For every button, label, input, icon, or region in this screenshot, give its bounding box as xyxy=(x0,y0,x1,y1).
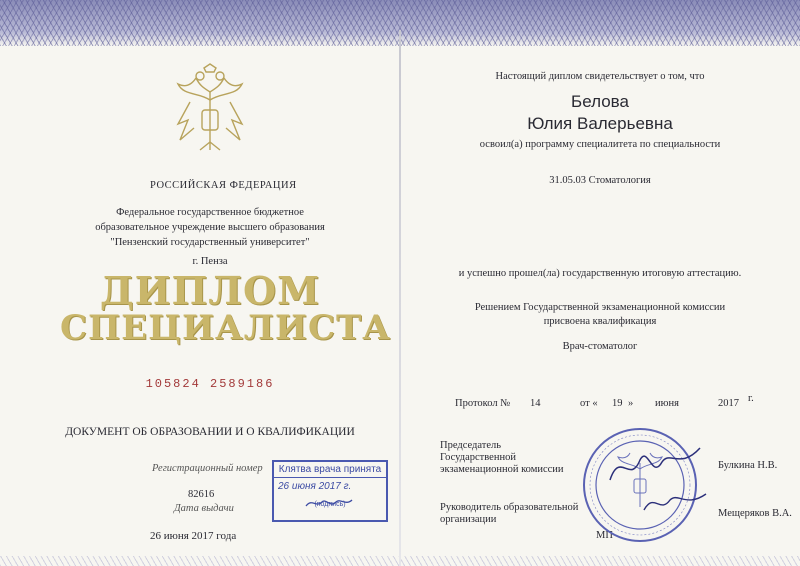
chair-title-line-1: Председатель xyxy=(440,440,502,451)
certification-intro: Настоящий диплом свидетельствует о том, что xyxy=(495,71,705,82)
issue-date-label: Дата выдачи xyxy=(174,503,234,514)
double-headed-eagle-emblem-icon xyxy=(170,62,250,162)
institution-line-2: образовательное учреждение высшего образования xyxy=(95,222,325,233)
head-title-line-1: Руководитель образовательной xyxy=(440,502,579,513)
chair-title-line-3: экзаменационной комиссии xyxy=(440,464,564,475)
protocol-from-label: от « xyxy=(580,398,598,409)
page-fold xyxy=(399,30,401,566)
graduate-surname: Белова xyxy=(571,92,629,111)
qualification-assigned: присвоена квалификация xyxy=(543,316,657,327)
protocol-number: 14 xyxy=(530,398,541,409)
oath-stamp-header: Клятва врача принята xyxy=(274,462,386,478)
chair-signature-icon xyxy=(600,440,710,490)
chair-title-line-2: Государственной xyxy=(440,452,516,463)
protocol-year: 2017 xyxy=(718,398,739,409)
specialty: 31.05.03 Стоматология xyxy=(549,175,651,186)
commission-decision: Решением Государственной экзаменационной комиссии xyxy=(474,302,726,313)
chair-name: Булкина Н.В. xyxy=(718,460,778,471)
document-type: ДОКУМЕНТ ОБ ОБРАЗОВАНИИ И О КВАЛИФИКАЦИИ xyxy=(65,426,355,438)
protocol-day: 19 xyxy=(612,398,623,409)
program-mastered: освоил(а) программу специалитета по специальности xyxy=(479,139,721,150)
registration-number-label: Регистрационный номер xyxy=(152,463,263,474)
protocol-quote-close: » xyxy=(628,398,634,409)
protocol-month: июня xyxy=(655,398,679,409)
city: г. Пенза xyxy=(192,256,228,267)
oath-stamp-date: 26 июня 2017 г. xyxy=(278,481,352,492)
head-signature-icon xyxy=(640,488,710,518)
oath-stamp xyxy=(272,460,388,522)
country-name: РОССИЙСКАЯ ФЕДЕРАЦИЯ xyxy=(150,180,297,191)
institution-line-3: "Пензенский государственный университет" xyxy=(110,237,310,248)
attestation-passed: и успешно прошел(ла) государственную итоговую аттестацию. xyxy=(458,268,742,279)
oath-stamp-sign-label: (подпись) xyxy=(314,501,346,508)
seal-place-label: МП xyxy=(596,530,613,541)
head-name: Мещеряков В.А. xyxy=(718,508,792,519)
diploma-title: ДИПЛОМ xyxy=(99,268,321,313)
institution-line-1: Федеральное государственное бюджетное xyxy=(116,207,304,218)
graduate-name: Юлия Валерьевна xyxy=(527,114,673,133)
qualification: Врач-стоматолог xyxy=(562,341,638,352)
protocol-label: Протокол № xyxy=(455,398,511,409)
diploma-subtitle: СПЕЦИАЛИСТА xyxy=(60,308,391,348)
protocol-year-suffix: г. xyxy=(748,393,754,404)
diploma-serial-number: 105824 2589186 xyxy=(145,377,275,391)
oath-signature-icon xyxy=(304,496,354,510)
registration-number: 82616 xyxy=(188,489,215,500)
head-title-line-2: организации xyxy=(440,514,497,525)
issue-date: 26 июня 2017 года xyxy=(150,530,237,542)
